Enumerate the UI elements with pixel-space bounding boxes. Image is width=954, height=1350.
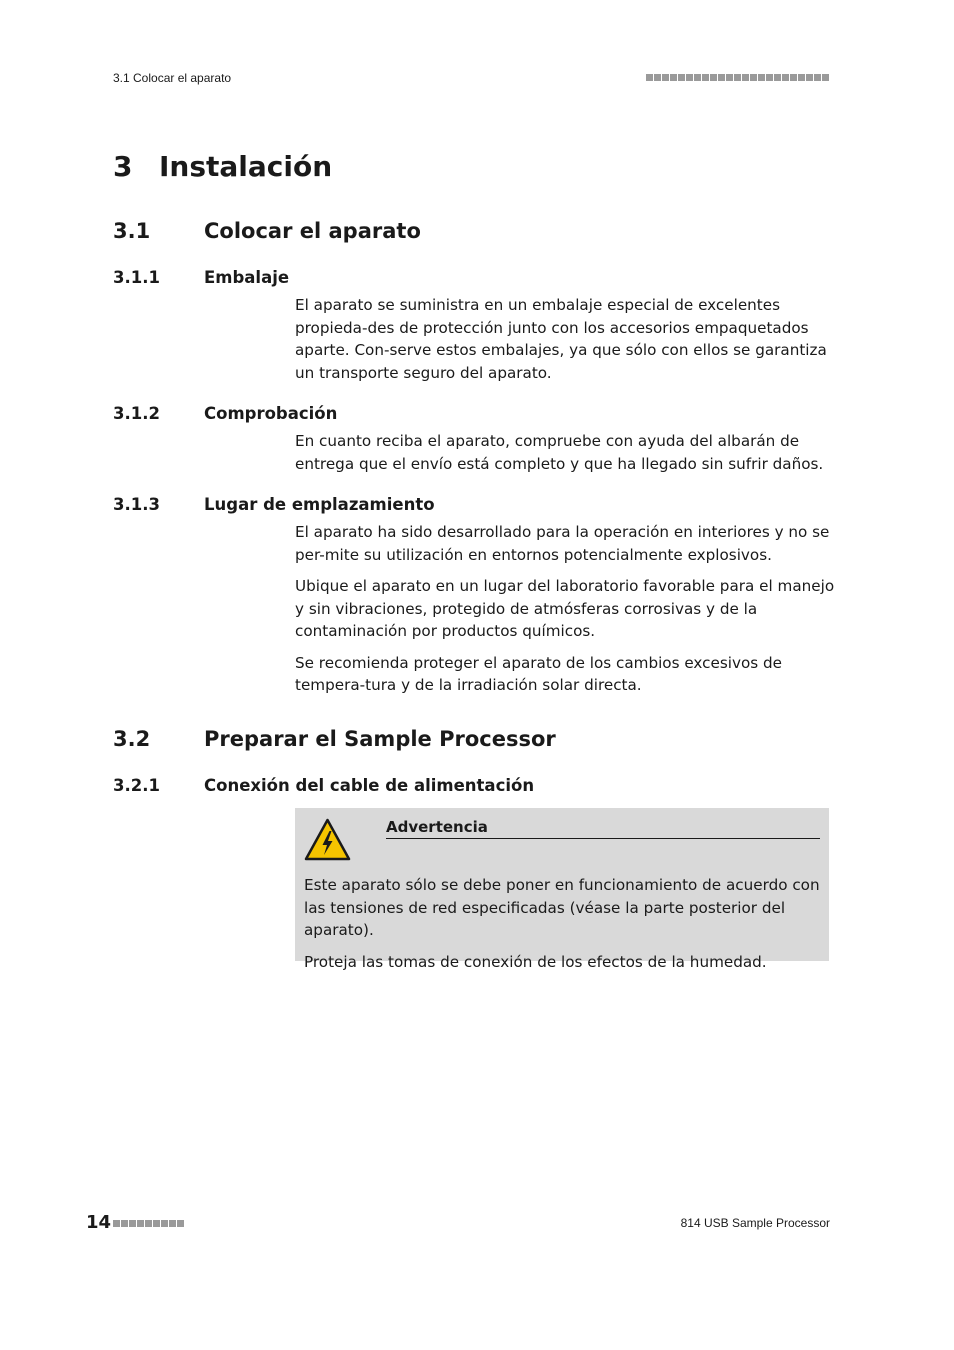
section-heading-3-1: 3.1 Colocar el aparato	[113, 219, 421, 243]
chapter-number: 3	[113, 150, 133, 183]
chapter-title	[113, 150, 332, 183]
high-voltage-warning-icon	[304, 818, 351, 861]
paragraph: Proteja las tomas de conexión de los efectos de la humedad.	[304, 952, 767, 971]
paragraph: Ubique el aparato en un lugar del laboratorio favorable para el manejo y sin vibraciones, protegido de atmósferas corrosivas y de la contaminación por productos químicos.	[295, 577, 835, 640]
section-heading-3-1-3: 3.1.3 Lugar de emplazamiento	[113, 495, 435, 514]
footer-product-name: 814 USB Sample Processor	[680, 1216, 830, 1230]
warning-text	[304, 874, 824, 982]
paragraph: En cuanto reciba el aparato, compruebe con ayuda del albarán de entrega que el envío está completo y que ha llegado sin sufrir daños.	[295, 432, 824, 473]
warning-title: Advertencia	[386, 818, 820, 839]
section-heading-3-2: 3.2 Preparar el Sample Processor	[113, 727, 556, 751]
section-heading-3-1-1: 3.1.1 Embalaje	[113, 268, 290, 287]
section-body-3-1-3	[295, 521, 835, 706]
section-heading-3-1-2: 3.1.2 Comprobación	[113, 404, 338, 423]
footer-square-markers	[113, 1220, 184, 1227]
section-body-3-1-1	[295, 294, 835, 393]
warning-box	[295, 808, 829, 971]
header-square-markers	[646, 74, 830, 82]
paragraph: Este aparato sólo se debe poner en funcionamiento de acuerdo con las tensiones de red especificadas (véase la parte posterior del aparato).	[304, 876, 820, 939]
page-number: 14	[86, 1212, 112, 1233]
paragraph: Se recomienda proteger el aparato de los cambios excesivos de tempera-tura y de la irradiación solar directa.	[295, 653, 782, 694]
running-header-section: 3.1 Colocar el aparato	[113, 71, 232, 85]
paragraph: El aparato se suministra en un embalaje especial de excelentes propieda-des de protección junto con los accesorios empaquetados aparte. Con-serve estos embalajes, ya que sólo con ellos se garantiza un transporte seguro del aparato.	[295, 296, 827, 382]
chapter-title-text: Instalación	[159, 150, 333, 183]
section-body-3-1-2	[295, 430, 835, 484]
paragraph: El aparato ha sido desarrollado para la operación en interiores y no se per-mite su utilización en entornos potencialmente explosivos.	[295, 523, 830, 564]
section-heading-3-2-1: 3.2.1 Conexión del cable de alimentación	[113, 776, 535, 795]
